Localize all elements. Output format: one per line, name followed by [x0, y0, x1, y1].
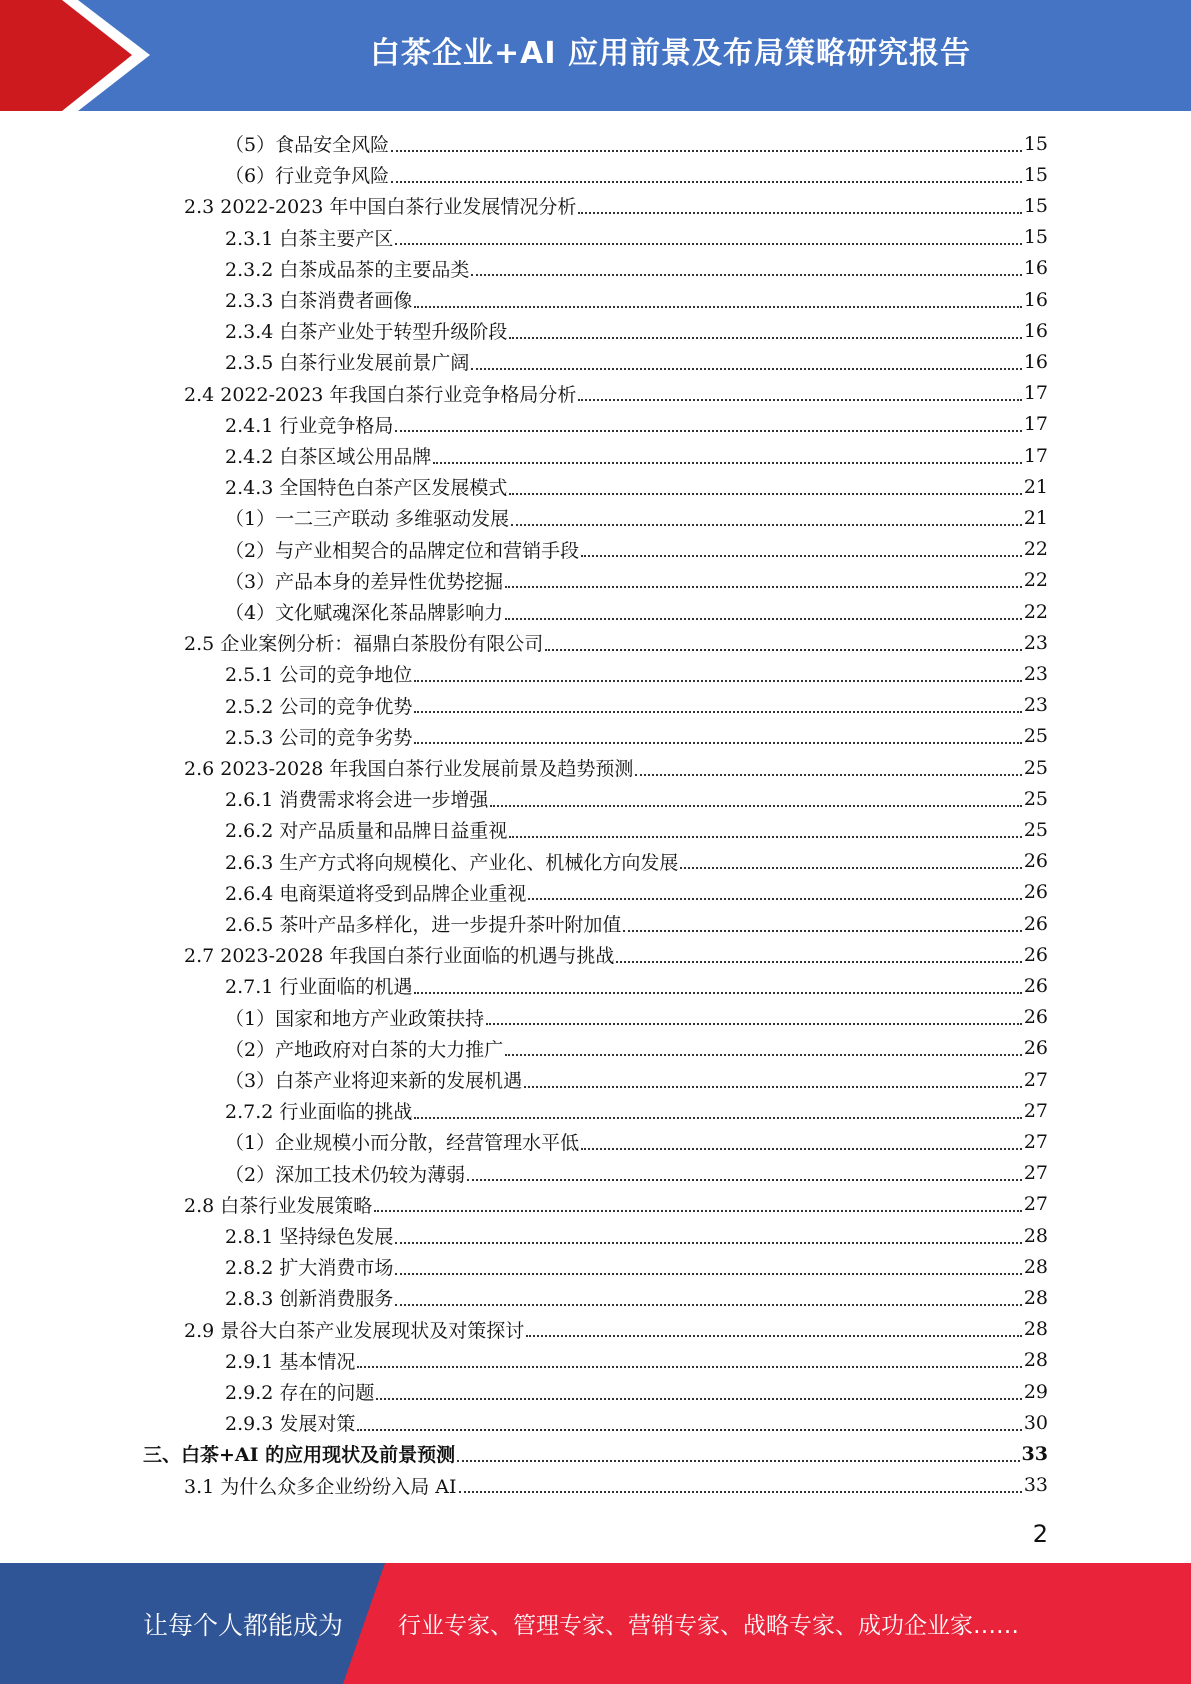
toc-dot-leader	[505, 1054, 1022, 1056]
toc-dot-leader	[545, 649, 1022, 651]
toc-dot-leader	[391, 150, 1022, 152]
toc-entry[interactable]	[225, 1158, 1048, 1189]
toc-entry-title: 2.4 2022-2023 年我国白茶行业竞争格局分析	[184, 383, 577, 406]
toc-dot-leader	[635, 774, 1021, 776]
toc-entry-title: （2）产地政府对白茶的大力推广	[225, 1038, 504, 1061]
toc-entry-title: （3）产品本身的差异性优势挖掘	[225, 570, 504, 593]
toc-dot-leader	[471, 274, 1021, 276]
toc-entry-page: 22	[1023, 538, 1048, 561]
toc-entry-page: 16	[1023, 288, 1048, 311]
toc-entry-page: 25	[1023, 756, 1048, 779]
toc-entry-title: （2）与产业相契合的品牌定位和营销手段	[225, 539, 580, 562]
toc-entry-title: 2.4.1 行业竞争格局	[225, 414, 394, 437]
toc-dot-leader	[395, 1273, 1021, 1275]
toc-entry-page: 33	[1023, 1474, 1048, 1497]
toc-dot-leader	[414, 742, 1021, 744]
toc-dot-leader	[616, 961, 1021, 963]
toc-entry-page: 16	[1023, 350, 1048, 373]
toc-entry-title: 3.1 为什么众多企业纷纷入局 AI	[184, 1475, 457, 1498]
toc-dot-leader	[395, 1242, 1021, 1244]
toc-entry-title: 2.5.1 公司的竞争地位	[225, 664, 413, 687]
toc-entry-title: 2.8.1 坚持绿色发展	[225, 1226, 394, 1248]
toc-entry[interactable]	[225, 1033, 1048, 1064]
toc-entry[interactable]	[225, 908, 1048, 939]
toc-dot-leader	[524, 1086, 1022, 1088]
toc-entry[interactable]	[225, 970, 1048, 1001]
toc-dot-leader	[395, 430, 1021, 432]
toc-entry[interactable]	[225, 877, 1048, 908]
toc-entry-title: （4）文化赋魂深化茶品牌影响力	[225, 602, 504, 624]
toc-dot-leader	[414, 680, 1021, 682]
toc-entry-title: 2.8.2 扩大消费市场	[225, 1257, 394, 1280]
report-title: 白茶企业+AI 应用前景及布局策略研究报告	[370, 36, 971, 71]
toc-entry[interactable]	[225, 471, 1048, 502]
toc-dot-leader	[505, 618, 1022, 620]
toc-entry-title: （5）食品安全风险	[225, 134, 390, 156]
toc-entry[interactable]	[225, 565, 1048, 596]
toc-entry[interactable]	[225, 1220, 1048, 1251]
toc-entry[interactable]	[225, 502, 1048, 533]
toc-entry[interactable]	[184, 627, 1048, 658]
toc-dot-leader	[467, 1179, 1022, 1181]
toc-entry-page: 28	[1023, 1224, 1048, 1247]
toc-dot-leader	[581, 555, 1022, 557]
toc-entry-title: 2.5.2 公司的竞争优势	[225, 695, 413, 718]
toc-dot-leader	[471, 368, 1021, 370]
toc-entry[interactable]	[225, 1251, 1048, 1282]
toc-dot-leader	[509, 493, 1021, 495]
toc-entry-title: 2.9.1 基本情况	[225, 1350, 356, 1373]
toc-entry-page: 28	[1023, 1286, 1048, 1309]
toc-entry-page: 26	[1023, 850, 1048, 873]
toc-entry-page: 15	[1023, 163, 1048, 186]
toc-entry[interactable]	[225, 1064, 1048, 1095]
toc-entry-page: 21	[1023, 506, 1048, 529]
footer-roles: 行业专家、管理专家、营销专家、战略专家、成功企业家……	[398, 1613, 1019, 1639]
toc-dot-leader	[395, 1304, 1021, 1306]
toc-entry-title: 2.9 景谷大白茶产业发展现状及对策探讨	[184, 1319, 525, 1342]
toc-entry-title: （1）企业规模小而分散，经营管理水平低	[225, 1132, 580, 1155]
toc-entry-page: 17	[1023, 444, 1048, 467]
toc-entry-page: 21	[1023, 475, 1048, 498]
toc-entry-page: 22	[1023, 569, 1048, 592]
toc-entry[interactable]	[225, 596, 1048, 627]
toc-entry-title: 2.3.2 白茶成品茶的主要品类	[225, 258, 470, 281]
toc-entry-title: （6）行业竞争风险	[225, 165, 390, 188]
toc-entry-title: （2）深加工技术仍较为薄弱	[225, 1163, 466, 1186]
toc-dot-leader	[623, 930, 1021, 932]
toc-entry-title: 2.9.2 存在的问题	[225, 1382, 375, 1404]
toc-entry-page: 25	[1023, 787, 1048, 810]
toc-entry-title: 2.3.1 白茶主要产区	[225, 227, 394, 250]
toc-dot-leader	[528, 898, 1021, 900]
toc-entry-page: 29	[1023, 1380, 1048, 1403]
toc-entry-title: 2.6.5 茶叶产品多样化，进一步提升茶叶附加值	[225, 914, 622, 936]
toc-entry-page: 16	[1023, 257, 1048, 280]
toc-entry-page: 26	[1023, 1037, 1048, 1060]
toc-entry-page: 26	[1023, 912, 1048, 935]
toc-entry-page: 16	[1023, 319, 1048, 342]
page-footer	[0, 1563, 1191, 1684]
toc-entry-page: 25	[1023, 725, 1048, 748]
toc-entry-page: 25	[1023, 818, 1048, 841]
toc-dot-leader	[395, 243, 1021, 245]
toc-entry-page: 27	[1023, 1162, 1048, 1185]
toc-entry-title: 2.8.3 创新消费服务	[225, 1288, 394, 1311]
toc-entry[interactable]	[225, 315, 1048, 346]
toc-entry-page: 15	[1023, 132, 1048, 155]
toc-entry-title: 2.5.3 公司的竞争劣势	[225, 726, 413, 749]
toc-entry-title: 2.6 2023-2028 年我国白茶行业发展前景及趋势预测	[184, 758, 634, 780]
toc-entry-page: 26	[1023, 881, 1048, 904]
toc-entry[interactable]	[225, 1126, 1048, 1157]
toc-entry[interactable]	[184, 190, 1048, 221]
toc-entry-page: 17	[1023, 382, 1048, 405]
toc-entry[interactable]	[225, 846, 1048, 877]
toc-entry-page: 33	[1021, 1442, 1048, 1465]
toc-entry-title: 2.3 2022-2023 年中国白茶行业发展情况分析	[184, 196, 577, 219]
toc-entry[interactable]	[225, 814, 1048, 845]
footer-slogan: 让每个人都能成为	[143, 1610, 344, 1640]
toc-entry[interactable]	[225, 1407, 1048, 1438]
toc-dot-leader	[414, 1117, 1021, 1119]
toc-dot-leader	[391, 181, 1022, 183]
toc-dot-leader	[376, 1398, 1021, 1400]
toc-dot-leader	[578, 399, 1021, 401]
toc-entry-title: 2.9.3 发展对策	[225, 1413, 356, 1436]
toc-dot-leader	[433, 462, 1021, 464]
toc-entry-page: 15	[1023, 226, 1048, 249]
toc-entry-page: 27	[1023, 1099, 1048, 1122]
toc-dot-leader	[486, 1023, 1022, 1025]
toc-entry-page: 15	[1023, 194, 1048, 217]
toc-entry-page: 30	[1023, 1411, 1048, 1434]
toc-entry-page: 28	[1023, 1318, 1048, 1341]
toc-entry-title: 2.7 2023-2028 年我国白茶行业面临的机遇与挑战	[184, 945, 615, 968]
toc-entry-page: 17	[1023, 413, 1048, 436]
toc-dot-leader	[414, 306, 1021, 308]
toc-entry-title: 2.6.4 电商渠道将受到品牌企业重视	[225, 882, 527, 905]
toc-entry[interactable]	[225, 128, 1048, 159]
toc-entry[interactable]	[225, 440, 1048, 471]
toc-dot-leader	[490, 805, 1021, 807]
toc-entry[interactable]	[143, 1438, 1048, 1469]
toc-entry[interactable]	[225, 1376, 1048, 1407]
toc-entry-title: 2.6.3 生产方式将向规模化、产业化、机械化方向发展	[225, 851, 679, 874]
toc-entry-title: 2.4.3 全国特色白茶产区发展模式	[225, 477, 508, 500]
toc-entry-page: 26	[1023, 974, 1048, 997]
toc-entry-title: （1）一二三产联动 多维驱动发展	[225, 508, 510, 531]
toc-entry[interactable]	[184, 1189, 1048, 1220]
toc-entry[interactable]	[184, 939, 1048, 970]
toc-dot-leader	[526, 1335, 1022, 1337]
toc-entry[interactable]	[225, 783, 1048, 814]
toc-entry-title: 2.5 企业案例分析：福鼎白茶股份有限公司	[184, 633, 544, 656]
toc-dot-leader	[578, 212, 1021, 214]
toc-dot-leader	[509, 337, 1021, 339]
toc-entry[interactable]	[184, 1314, 1048, 1345]
toc-entry-title: （1）国家和地方产业政策扶持	[225, 1007, 485, 1030]
toc-entry[interactable]	[225, 253, 1048, 284]
toc-entry-title: 2.3.4 白茶产业处于转型升级阶段	[225, 321, 508, 344]
toc-entry-page: 23	[1023, 694, 1048, 717]
toc-dot-leader	[511, 524, 1022, 526]
toc-entry[interactable]	[225, 1345, 1048, 1376]
toc-entry-title: 2.7.2 行业面临的挑战	[225, 1101, 413, 1124]
toc-entry-title: 2.3.3 白茶消费者画像	[225, 290, 413, 312]
toc-entry-page: 23	[1023, 631, 1048, 654]
toc-entry-page: 27	[1023, 1130, 1048, 1153]
toc-dot-leader	[414, 992, 1021, 994]
toc-dot-leader	[374, 1210, 1022, 1212]
toc-entry[interactable]	[184, 1470, 1048, 1501]
toc-entry[interactable]	[225, 658, 1048, 689]
toc-dot-leader	[581, 1148, 1022, 1150]
header-arrow-icon	[0, 0, 160, 111]
toc-entry[interactable]	[225, 1095, 1048, 1126]
toc-entry-page: 28	[1023, 1255, 1048, 1278]
toc-entry[interactable]	[225, 721, 1048, 752]
toc-entry-title: 2.4.2 白茶区域公用品牌	[225, 446, 432, 468]
toc-entry-page: 27	[1023, 1068, 1048, 1091]
toc-entry[interactable]	[225, 409, 1048, 440]
toc-entry[interactable]	[225, 346, 1048, 377]
toc-entry-page: 22	[1023, 600, 1048, 623]
toc-dot-leader	[459, 1491, 1022, 1493]
toc-entry-title: 2.3.5 白茶行业发展前景广阔	[225, 352, 470, 375]
toc-entry-title: 2.6.2 对产品质量和品牌日益重视	[225, 820, 508, 843]
toc-entry-title: 2.8 白茶行业发展策略	[184, 1194, 373, 1217]
toc-dot-leader	[357, 1429, 1021, 1431]
toc-entry-page: 26	[1023, 1006, 1048, 1029]
toc-entry[interactable]	[225, 534, 1048, 565]
page-number: 2	[1032, 1520, 1048, 1548]
toc-dot-leader	[680, 867, 1021, 869]
toc-entry-page: 28	[1023, 1349, 1048, 1372]
toc-dot-leader	[509, 836, 1021, 838]
toc-entry-title: 三、白茶+AI 的应用现状及前景预测	[143, 1444, 456, 1467]
toc-entry[interactable]	[184, 752, 1048, 783]
toc-dot-leader	[357, 1366, 1021, 1368]
toc-entry-title: 2.7.1 行业面临的机遇	[225, 976, 413, 999]
toc-entry-title: 2.6.1 消费需求将会进一步增强	[225, 789, 489, 812]
toc-entry-page: 27	[1023, 1193, 1048, 1216]
toc-entry[interactable]	[184, 378, 1048, 409]
toc-dot-leader	[505, 586, 1022, 588]
toc-dot-leader	[414, 711, 1021, 713]
toc-entry-title: （3）白茶产业将迎来新的发展机遇	[225, 1070, 523, 1092]
toc-entry[interactable]	[225, 1282, 1048, 1313]
toc-entry[interactable]	[225, 1002, 1048, 1033]
toc-entry-page: 26	[1023, 943, 1048, 966]
toc-entry[interactable]	[225, 159, 1048, 190]
toc-dot-leader	[457, 1460, 1019, 1462]
toc-entry[interactable]	[225, 690, 1048, 721]
toc-entry-page: 23	[1023, 662, 1048, 685]
toc-entry[interactable]	[225, 284, 1048, 315]
toc-entry[interactable]	[225, 222, 1048, 253]
page-header	[0, 0, 1191, 111]
